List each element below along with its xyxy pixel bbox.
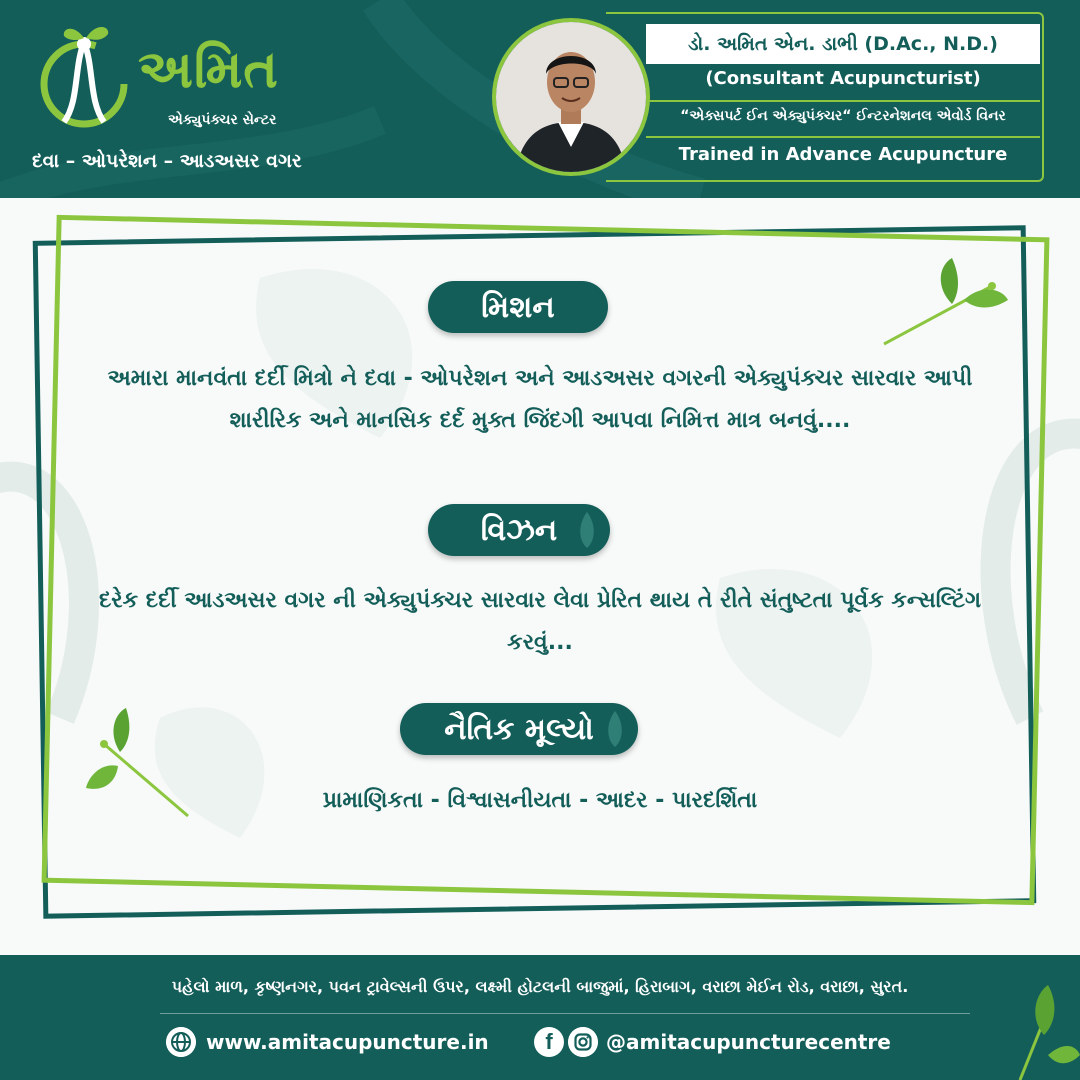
leaf-icon bbox=[1010, 975, 1080, 1080]
leaf-icon bbox=[574, 510, 600, 550]
doctor-title: (Consultant Acupuncturist) bbox=[705, 68, 981, 89]
social-handle[interactable]: @amitacupuncturecentre bbox=[606, 1030, 891, 1054]
website-link[interactable]: www.amitacupuncture.in bbox=[206, 1030, 489, 1054]
values-text: પ્રામાણિકતા - વિશ્વાસનીયતા - આદર - પારદર્શિતા bbox=[322, 788, 758, 813]
mission-text: અમારા માનવંતા દર્દી મિત્રો ને દવા - ઓપરેશન અને આડઅસર વગરની એક્યુપંક્ચર સારવાર આપી શારીરિક અને માનસિક દર્દ મુક્ત જિંદગી આપવા નિમિત્ત માત્ર બનવું.... bbox=[107, 366, 973, 433]
footer bbox=[0, 955, 1080, 1080]
vision-heading bbox=[428, 504, 610, 556]
tagline: દવા – ઓપરેશન – આડઅસર વગર bbox=[32, 150, 302, 172]
doctor-photo bbox=[496, 22, 646, 172]
mission-title: મિશન bbox=[481, 289, 555, 325]
divider bbox=[646, 136, 1040, 138]
logo-figure-icon bbox=[34, 22, 134, 132]
doctor-training: Trained in Advance Acupuncture bbox=[678, 144, 1008, 165]
facebook-icon[interactable]: f bbox=[534, 1027, 564, 1057]
vision-title: વિઝન bbox=[480, 512, 558, 548]
globe-icon bbox=[166, 1027, 196, 1057]
leaf-needle-icon bbox=[880, 258, 1010, 348]
footer-divider bbox=[160, 1013, 970, 1014]
values-heading bbox=[400, 703, 638, 755]
instagram-icon[interactable] bbox=[568, 1027, 598, 1057]
vision-text: દરેક દર્દી આડઅસર વગર ની એક્યુપંક્ચર સારવાર લેવા પ્રેરિત થાય તે રીતે સંતુષ્ટતા પૂર્વક કન્સલ્ટિંગ કરવું... bbox=[98, 588, 982, 655]
mission-heading bbox=[428, 281, 608, 333]
doctor-name: ડો. અમિત એન. ડાભી (D.Ac., N.D.) bbox=[646, 24, 1040, 64]
leaf-icon bbox=[602, 709, 628, 749]
brand-name: અમિત bbox=[138, 40, 279, 100]
address-text: પહેલો માળ, કૃષ્ણનગર, પવન ટ્રાવેલ્સની ઉપર, લક્ષ્મી હોટલની બાજુમાં, હિરાબાગ, વરાછા મેઈન રોડ, વરાછા, સુરત. bbox=[171, 977, 909, 996]
brand-subtitle: એક્યુપંક્ચર સેન્ટર bbox=[168, 112, 277, 128]
values-title: નૈતિક મૂલ્યો bbox=[444, 711, 594, 747]
doctor-avatar bbox=[492, 18, 650, 176]
header-banner bbox=[0, 0, 1080, 198]
divider bbox=[646, 100, 1040, 102]
doctor-award: “એક્સપર્ટ ઈન એક્યુપંક્ચર“ ઈન્ટરનેશનલ એવોર્ડ વિનર bbox=[680, 108, 1006, 124]
